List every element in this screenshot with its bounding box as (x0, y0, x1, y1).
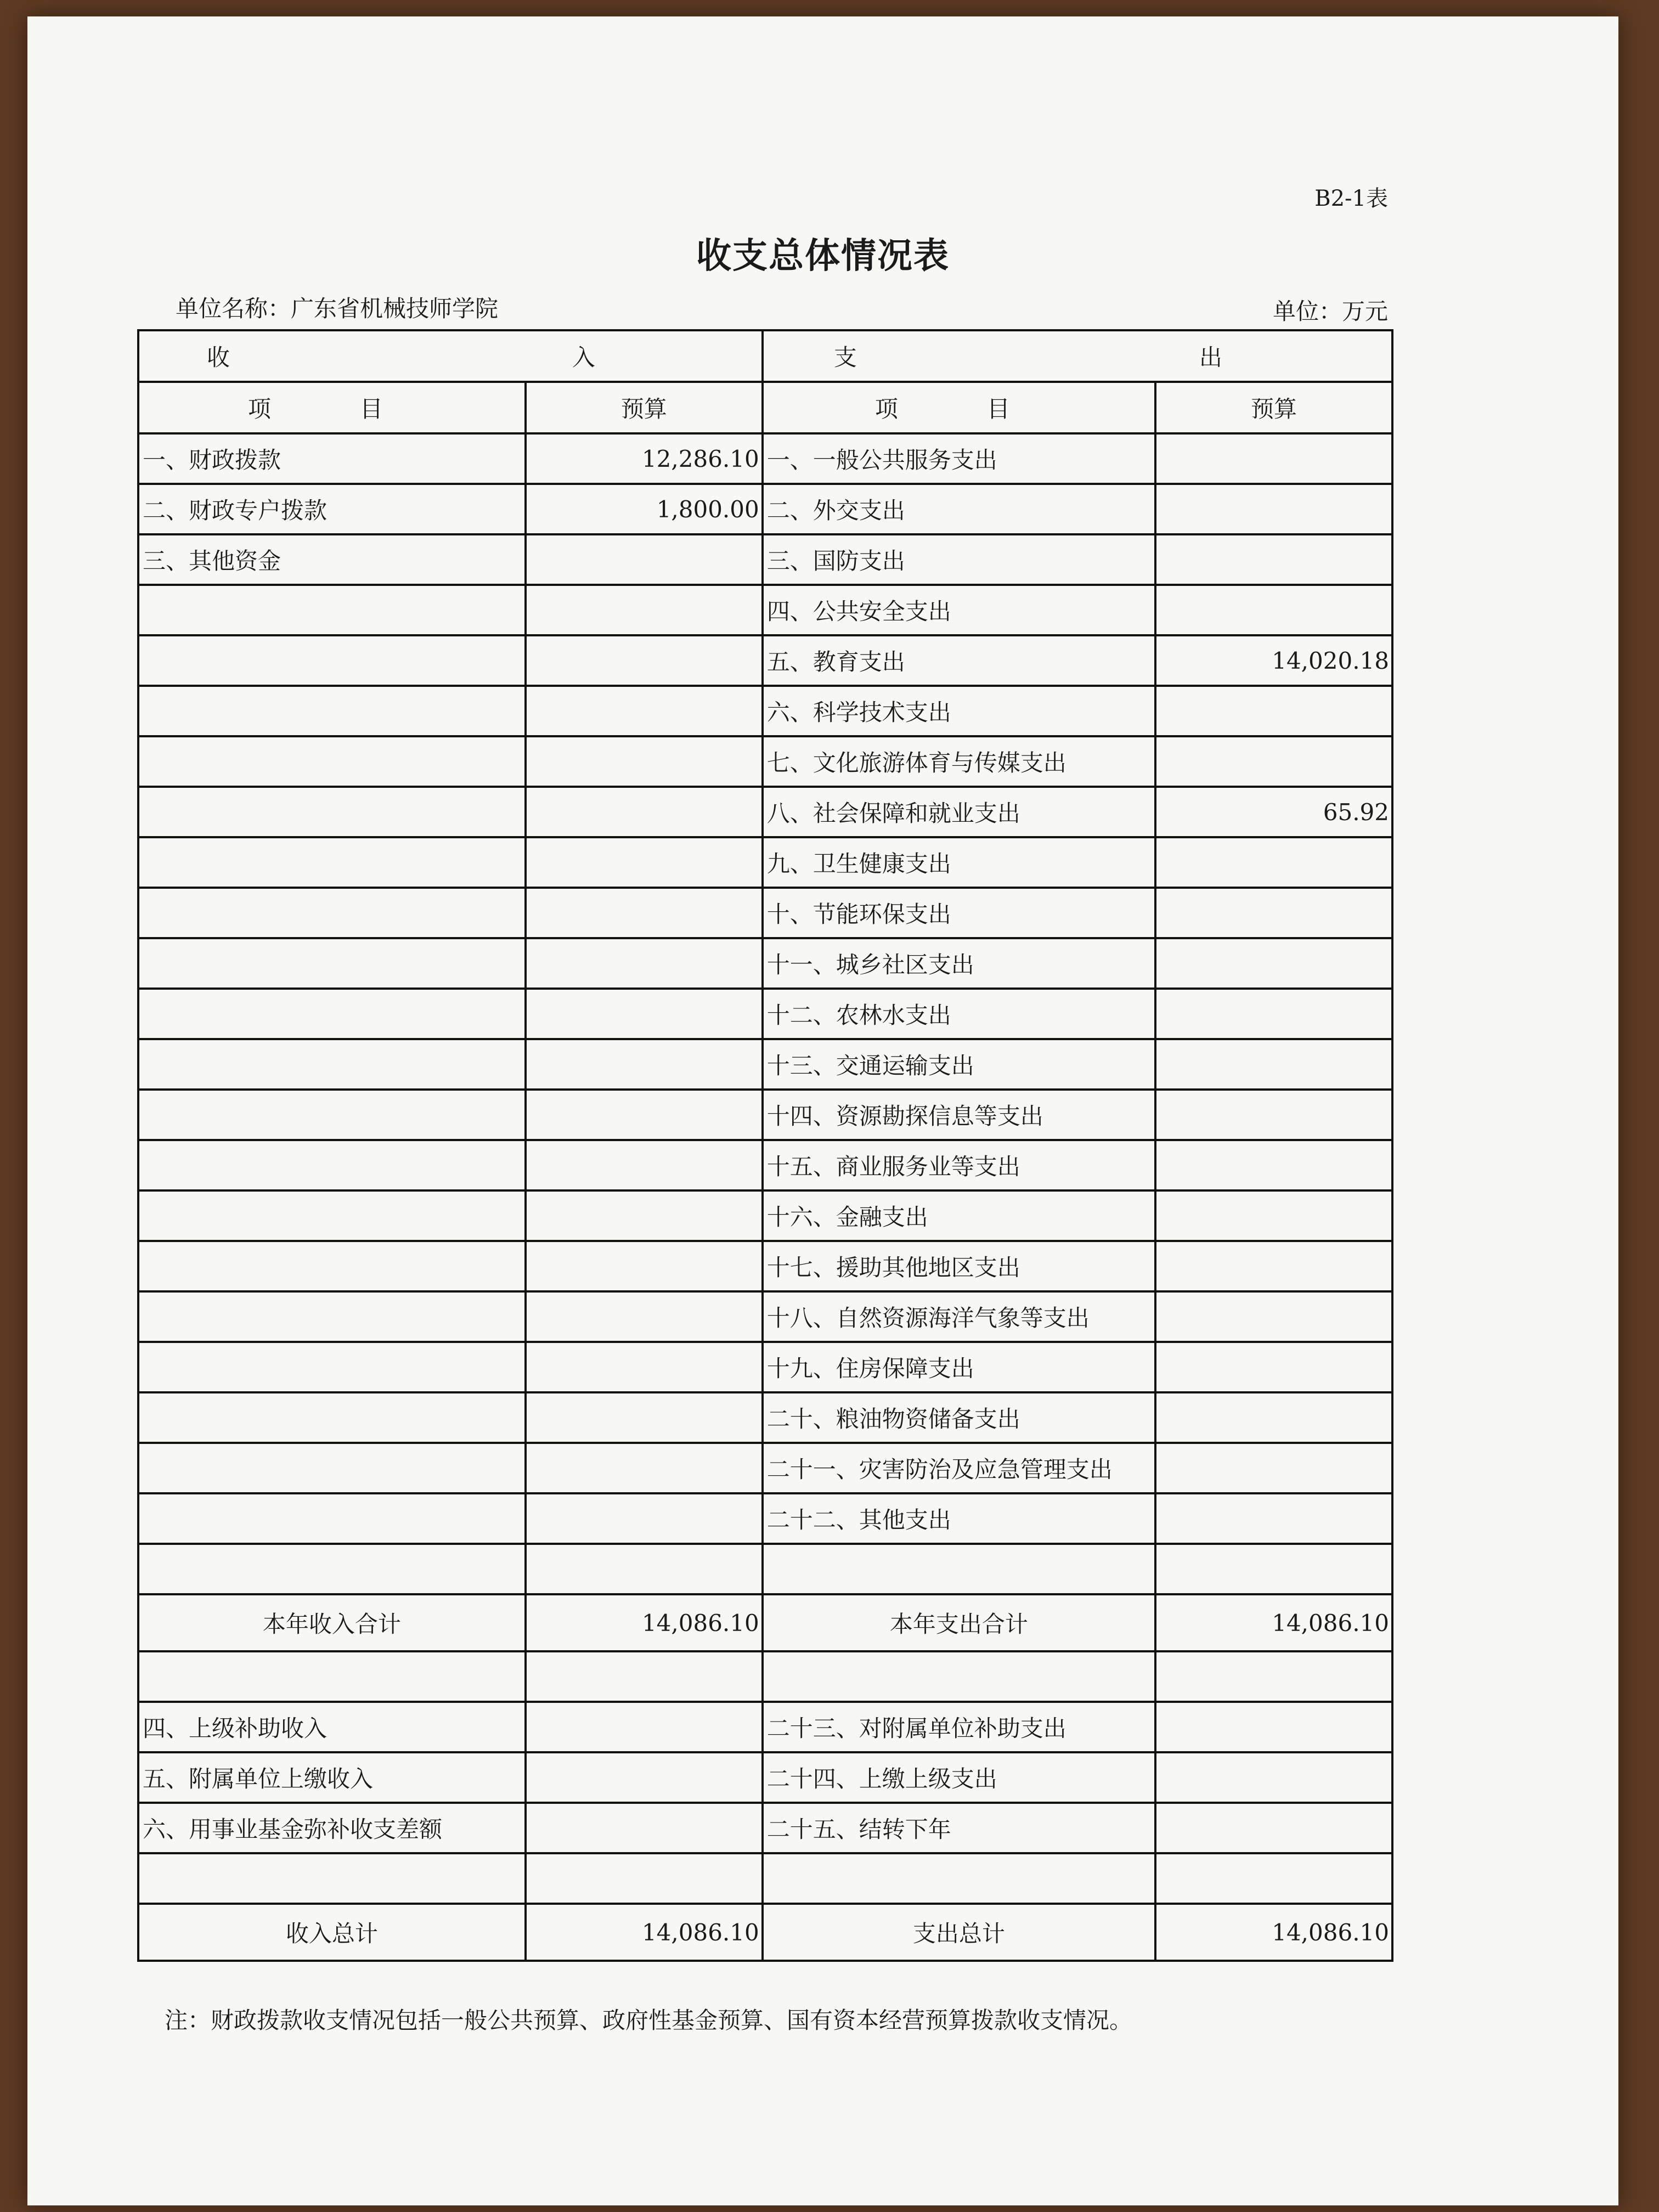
income-budget-cell (526, 1803, 763, 1853)
income-item-cell (138, 1291, 526, 1342)
expense-budget-cell (1155, 837, 1392, 888)
expense-item-header: 项 目 (763, 382, 1155, 433)
table-row (138, 837, 1392, 888)
income-item-cell (138, 635, 526, 686)
income-item-cell (138, 1090, 526, 1140)
income-item-cell (138, 1140, 526, 1190)
expense-budget-cell: 14,020.18 (1155, 635, 1392, 686)
expense-item-cell: 十三、交通运输支出 (763, 1039, 1155, 1090)
income-item-cell (138, 787, 526, 837)
table-row (138, 686, 1392, 736)
expense-budget-cell (1155, 1241, 1392, 1291)
expense-budget-cell (1155, 1140, 1392, 1190)
expense-item-cell (763, 1853, 1155, 1904)
expense-item-cell: 四、公共安全支出 (763, 585, 1155, 635)
income-budget-cell (526, 938, 763, 989)
expense-item-cell: 二十、粮油物资储备支出 (763, 1392, 1155, 1443)
unit-label: 单位：万元 (1272, 298, 1388, 325)
form-code: B2-1表 (1314, 186, 1388, 211)
table-row (138, 787, 1392, 837)
section-header-row (138, 330, 1392, 382)
table-row (138, 635, 1392, 686)
table-row (138, 938, 1392, 989)
table-row (138, 1853, 1392, 1904)
income-item-cell (138, 1443, 526, 1493)
expense-budget-cell (1155, 1803, 1392, 1853)
income-item-cell: 四、上级补助收入 (138, 1702, 526, 1752)
income-budget-cell (526, 1039, 763, 1090)
expense-budget-cell (1155, 1090, 1392, 1140)
expense-budget-cell: 65.92 (1155, 787, 1392, 837)
income-budget-cell (526, 888, 763, 938)
table-row (138, 1702, 1392, 1752)
table-row (138, 1443, 1392, 1493)
document-title: 收支总体情况表 (696, 235, 950, 276)
expense-grand-total-value: 14,086.10 (1155, 1904, 1392, 1961)
income-item-header: 项 目 (138, 382, 526, 433)
income-budget-cell (526, 837, 763, 888)
expense-item-cell: 十九、住房保障支出 (763, 1342, 1155, 1392)
expense-item-cell (763, 1651, 1155, 1702)
expense-budget-cell (1155, 534, 1392, 585)
income-item-cell (138, 1039, 526, 1090)
table-row (138, 484, 1392, 534)
table-row (138, 1140, 1392, 1190)
table-row (138, 1544, 1392, 1594)
table-row (138, 1752, 1392, 1803)
income-item-cell: 五、附属单位上缴收入 (138, 1752, 526, 1803)
budget-table (137, 329, 1393, 1962)
expense-item-cell: 二、外交支出 (763, 484, 1155, 534)
expense-budget-cell (1155, 1544, 1392, 1594)
income-budget-cell (526, 534, 763, 585)
income-item-cell: 三、其他资金 (138, 534, 526, 585)
table-row (138, 1392, 1392, 1443)
expense-item-cell (763, 1544, 1155, 1594)
table-row (138, 1291, 1392, 1342)
year-expense-total-label: 本年支出合计 (763, 1594, 1155, 1651)
income-budget-cell: 1,800.00 (526, 484, 763, 534)
expense-item-cell: 六、科学技术支出 (763, 686, 1155, 736)
expense-budget-cell (1155, 1651, 1392, 1702)
expense-budget-cell (1155, 686, 1392, 736)
expense-budget-cell (1155, 1443, 1392, 1493)
expense-item-cell: 十七、援助其他地区支出 (763, 1241, 1155, 1291)
table-row (138, 1342, 1392, 1392)
expense-budget-cell (1155, 1342, 1392, 1392)
income-item-cell (138, 1342, 526, 1392)
table-row (138, 1090, 1392, 1140)
income-budget-cell (526, 736, 763, 787)
income-item-cell: 一、财政拨款 (138, 433, 526, 484)
income-item-cell (138, 1493, 526, 1544)
income-item-cell (138, 1651, 526, 1702)
expense-item-cell: 三、国防支出 (763, 534, 1155, 585)
expense-item-cell: 十六、金融支出 (763, 1190, 1155, 1241)
expense-item-cell: 二十四、上缴上级支出 (763, 1752, 1155, 1803)
expense-item-cell: 七、文化旅游体育与传媒支出 (763, 736, 1155, 787)
expense-item-cell: 八、社会保障和就业支出 (763, 787, 1155, 837)
table-row (138, 989, 1392, 1039)
income-item-cell: 六、用事业基金弥补收支差额 (138, 1803, 526, 1853)
income-item-cell (138, 837, 526, 888)
income-budget-cell (526, 1443, 763, 1493)
income-grand-total-value: 14,086.10 (526, 1904, 763, 1961)
column-header-row (138, 382, 1392, 433)
income-item-cell (138, 989, 526, 1039)
expense-budget-cell (1155, 1190, 1392, 1241)
expense-budget-cell (1155, 1039, 1392, 1090)
table-row (138, 1039, 1392, 1090)
expense-item-cell: 十五、商业服务业等支出 (763, 1140, 1155, 1190)
income-budget-cell (526, 1651, 763, 1702)
income-budget-cell: 12,286.10 (526, 433, 763, 484)
table-row (138, 1651, 1392, 1702)
table-row (138, 1241, 1392, 1291)
table-row (138, 1493, 1392, 1544)
table-row (138, 433, 1392, 484)
income-budget-cell (526, 989, 763, 1039)
year-income-total-label: 本年收入合计 (138, 1594, 526, 1651)
expense-budget-cell (1155, 1493, 1392, 1544)
expense-budget-cell (1155, 888, 1392, 938)
expense-item-cell: 十、节能环保支出 (763, 888, 1155, 938)
income-budget-cell (526, 1140, 763, 1190)
table-row (138, 736, 1392, 787)
expense-item-cell: 二十一、灾害防治及应急管理支出 (763, 1443, 1155, 1493)
footnote: 注：财政拨款收支情况包括一般公共预算、政府性基金预算、国有资本经营预算拨款收支情况。 (165, 2007, 1133, 2034)
table-row (138, 888, 1392, 938)
table-row (138, 1803, 1392, 1853)
income-budget-cell (526, 1752, 763, 1803)
expense-item-cell: 二十二、其他支出 (763, 1493, 1155, 1544)
grand-total-row (138, 1904, 1392, 1961)
expense-budget-cell (1155, 433, 1392, 484)
income-item-cell (138, 1190, 526, 1241)
expense-item-cell: 十四、资源勘探信息等支出 (763, 1090, 1155, 1140)
income-budget-cell (526, 1702, 763, 1752)
income-budget-cell (526, 1241, 763, 1291)
table-row (138, 1190, 1392, 1241)
income-budget-cell (526, 1090, 763, 1140)
income-budget-cell (526, 1291, 763, 1342)
expense-budget-cell (1155, 736, 1392, 787)
expense-item-cell: 九、卫生健康支出 (763, 837, 1155, 888)
income-item-cell (138, 938, 526, 989)
income-item-cell (138, 888, 526, 938)
income-item-cell (138, 736, 526, 787)
expense-budget-cell (1155, 1291, 1392, 1342)
expense-item-cell: 二十三、对附属单位补助支出 (763, 1702, 1155, 1752)
income-item-cell (138, 686, 526, 736)
document-page (27, 16, 1618, 2205)
expense-item-cell: 一、一般公共服务支出 (763, 433, 1155, 484)
income-item-cell (138, 1853, 526, 1904)
expense-budget-cell (1155, 484, 1392, 534)
unit-name: 单位名称：广东省机械技师学院 (176, 295, 499, 322)
expense-item-cell: 二十五、结转下年 (763, 1803, 1155, 1853)
income-budget-cell (526, 1392, 763, 1443)
expense-item-cell: 十一、城乡社区支出 (763, 938, 1155, 989)
year-income-total-value: 14,086.10 (526, 1594, 763, 1651)
income-budget-cell (526, 686, 763, 736)
income-item-cell (138, 1392, 526, 1443)
expense-budget-cell (1155, 989, 1392, 1039)
expense-budget-cell (1155, 938, 1392, 989)
income-budget-cell (526, 1853, 763, 1904)
income-budget-cell (526, 1190, 763, 1241)
income-item-cell (138, 1544, 526, 1594)
income-budget-cell (526, 1493, 763, 1544)
expense-item-cell: 十二、农林水支出 (763, 989, 1155, 1039)
expense-budget-cell (1155, 585, 1392, 635)
table-row (138, 585, 1392, 635)
table-row (138, 534, 1392, 585)
income-item-cell (138, 1241, 526, 1291)
income-grand-total-label: 收入总计 (138, 1904, 526, 1961)
expense-item-cell: 十八、自然资源海洋气象等支出 (763, 1291, 1155, 1342)
income-budget-cell (526, 1342, 763, 1392)
income-budget-cell (526, 1544, 763, 1594)
expense-budget-cell (1155, 1702, 1392, 1752)
income-budget-cell (526, 787, 763, 837)
expense-header: 支 出 (763, 330, 1392, 382)
income-header: 收 入 (138, 330, 763, 382)
income-item-cell (138, 585, 526, 635)
expense-budget-cell (1155, 1752, 1392, 1803)
expense-budget-cell (1155, 1392, 1392, 1443)
income-item-cell: 二、财政专户拨款 (138, 484, 526, 534)
year-expense-total-value: 14,086.10 (1155, 1594, 1392, 1651)
income-budget-cell (526, 585, 763, 635)
expense-item-cell: 五、教育支出 (763, 635, 1155, 686)
expense-grand-total-label: 支出总计 (763, 1904, 1155, 1961)
expense-budget-cell (1155, 1853, 1392, 1904)
year-total-row (138, 1594, 1392, 1651)
income-budget-header: 预算 (526, 382, 763, 433)
expense-budget-header: 预算 (1155, 382, 1392, 433)
income-budget-cell (526, 635, 763, 686)
